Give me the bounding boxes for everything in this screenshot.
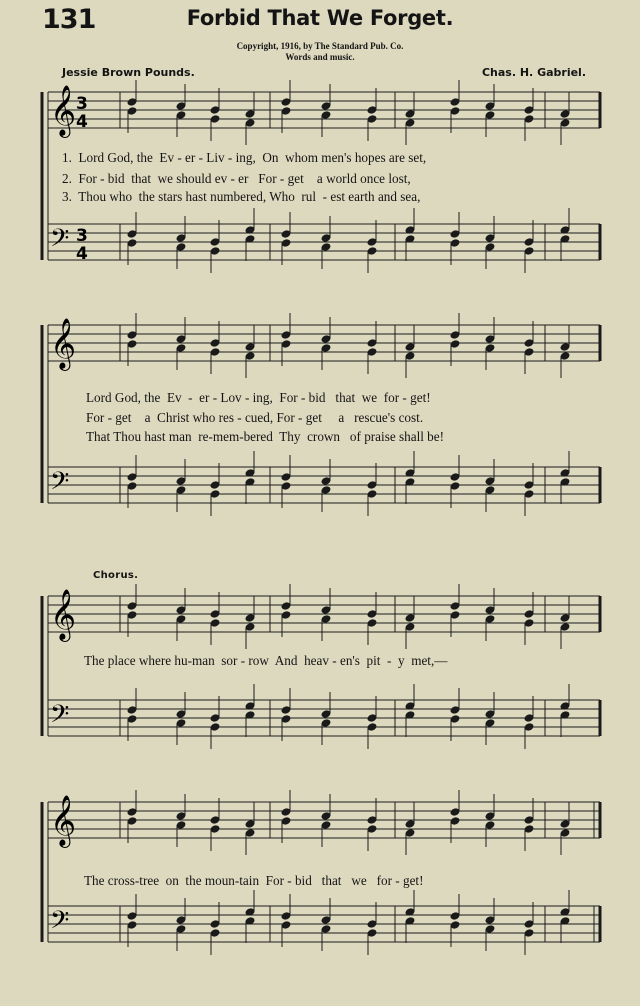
treble-clef: 𝄞 bbox=[50, 795, 77, 846]
hymn-title: Forbid That We Forget. bbox=[186, 6, 454, 30]
hymn-number: 131 bbox=[42, 4, 96, 35]
time-signature: 4 bbox=[76, 244, 88, 264]
copyright-notice: Copyright, 1916, by The Standard Pub. Co. bbox=[236, 41, 404, 51]
lyric-line: 1. Lord God, the Ev - er - Liv - ing, On whom men's hopes are set, bbox=[62, 150, 427, 165]
treble-clef: 𝄞 bbox=[50, 85, 77, 136]
lyric-line: Lord God, the Ev - er - Lov - ing, For - bid that we for - get! bbox=[86, 390, 431, 405]
lyric-line: 2. For - bid that we should ev - er For - get a world once lost, bbox=[62, 171, 411, 186]
treble-clef: 𝄞 bbox=[50, 589, 77, 640]
lyric-line: That Thou hast man re-mem-bered Thy crown of praise shall be! bbox=[86, 429, 445, 444]
lyric-line: For - get a Christ who res - cued, For - get a rescue's cost. bbox=[86, 410, 424, 425]
rights-notice: Words and music. bbox=[285, 52, 355, 62]
bass-clef: 𝄢 bbox=[50, 906, 70, 941]
lyricist-credit: Jessie Brown Pounds. bbox=[62, 66, 195, 79]
lyric-line: The cross-tree on the moun-tain For - bid that we for - get! bbox=[84, 873, 424, 888]
time-signature: 4 bbox=[76, 112, 88, 132]
chorus-label: Chorus. bbox=[93, 570, 139, 581]
bass-clef: 𝄢 bbox=[50, 467, 70, 502]
bass-clef: 𝄢 bbox=[50, 700, 70, 735]
time-signature: 3 bbox=[76, 94, 88, 114]
lyric-line: 3. Thou who the stars hast numbered, Who rul - est earth and sea, bbox=[62, 189, 421, 204]
lyric-line: The place where hu-man sor - row And heav - en's pit - y met,— bbox=[84, 653, 448, 668]
treble-clef: 𝄞 bbox=[50, 318, 77, 369]
composer-credit: Chas. H. Gabriel. bbox=[481, 66, 586, 79]
time-signature: 3 bbox=[76, 226, 88, 246]
bass-clef: 𝄢 bbox=[50, 224, 70, 259]
